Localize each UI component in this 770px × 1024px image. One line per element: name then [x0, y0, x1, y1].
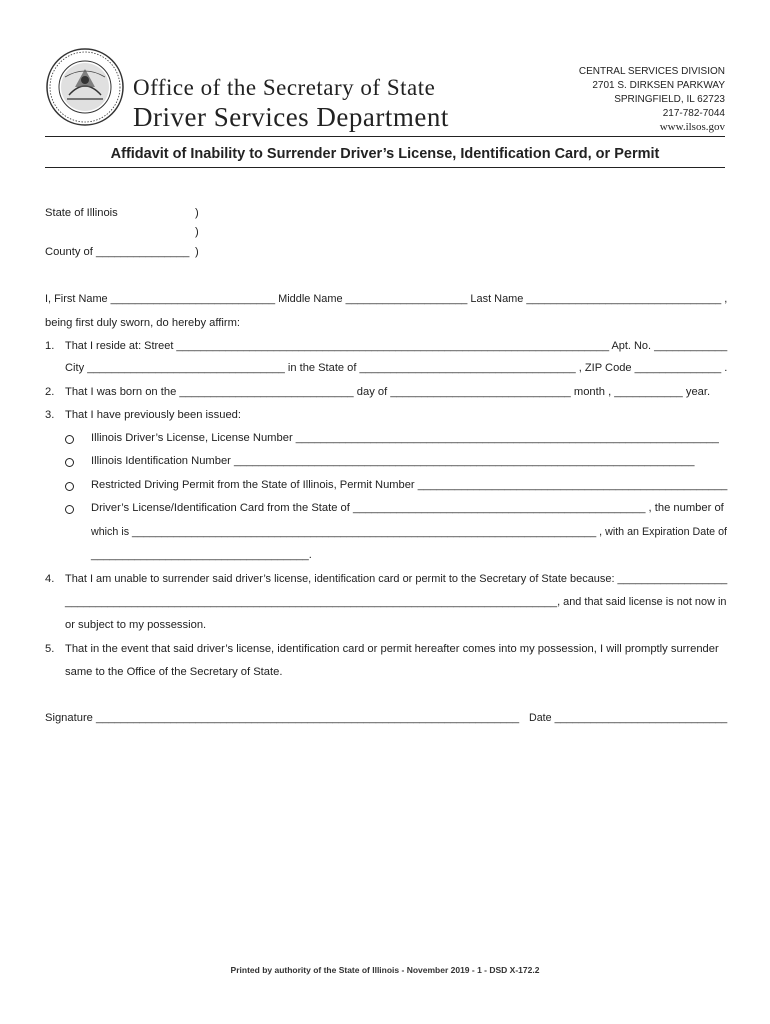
signature-field[interactable]: Signature ____________________________________________________________________: [45, 712, 520, 724]
reason-field-continued[interactable]: _________________________________________________________________________________, and that said license is not now in: [65, 596, 727, 608]
title-divider: [45, 167, 725, 168]
venue-paren: ): [195, 226, 199, 238]
expiration-date-field[interactable]: ___________________________________.: [91, 549, 312, 561]
header-divider: [45, 136, 725, 137]
street-field[interactable]: That I reside at: Street _______________________________________________________________________ Apt. No. ____________: [65, 340, 728, 352]
reason-field[interactable]: That I am unable to surrender said driver’s license, identification card or permit to the Secretary of State because: __________________: [65, 573, 728, 585]
option-checkbox-icon[interactable]: [65, 505, 74, 514]
item-number: 3.: [45, 409, 55, 421]
department-title: Driver Services Department: [133, 102, 449, 132]
license-number-expiration-field[interactable]: which is ______________________________________________________________________________ , with an Expiration Date of: [91, 526, 728, 538]
footer-text: Printed by authority of the State of Illinois - November 2019 - 1 - DSD X-172.2: [230, 965, 540, 975]
county-field[interactable]: County of _______________: [45, 246, 190, 258]
surrender-statement-continued: same to the Office of the Secretary of State.: [65, 666, 283, 678]
option-checkbox-icon[interactable]: [65, 435, 74, 444]
option-il-identification[interactable]: Illinois Identification Number __________________________________________________________________________: [91, 455, 695, 467]
state-label: State of Illinois: [45, 207, 118, 219]
form-title: Affidavit of Inability to Surrender Driver’s License, Identification Card, or Permit: [110, 146, 660, 162]
option-other-state-license[interactable]: Driver’s License/Identification Card from the State of _______________________________________________ , the number of: [91, 502, 724, 514]
surrender-statement: That in the event that said driver’s license, identification card or permit hereafter comes into my possession, I will promptly surrender: [65, 643, 719, 655]
division-name: CENTRAL SERVICES DIVISION: [578, 66, 725, 77]
venue-paren: ): [195, 246, 199, 258]
office-title: Office of the Secretary of State: [133, 75, 436, 100]
item-number: 2.: [45, 386, 55, 398]
option-restricted-permit[interactable]: Restricted Driving Permit from the State of Illinois, Permit Number __________________________________________________: [91, 479, 728, 491]
state-seal-icon: [45, 47, 125, 127]
option-checkbox-icon[interactable]: [65, 482, 74, 491]
item-number: 1.: [45, 340, 55, 352]
possession-text: or subject to my possession.: [65, 619, 207, 631]
date-field[interactable]: Date _____________________________: [529, 712, 728, 724]
venue-paren: ): [195, 207, 199, 219]
item-number: 5.: [45, 643, 55, 655]
sworn-statement: being first duly sworn, do hereby affirm:: [45, 317, 241, 329]
item-number: 4.: [45, 573, 55, 585]
phone-number: 217-782-7044: [662, 108, 725, 119]
birth-date-field[interactable]: That I was born on the ____________________________ day of _____________________________ month , ___________ year.: [65, 386, 711, 398]
city-state-zip-field[interactable]: City ________________________________ in the State of ___________________________________ , ZIP Code ______________ .: [65, 362, 728, 374]
option-il-drivers-license[interactable]: Illinois Driver’s License, License Number ____________________________________________________________________: [91, 432, 719, 444]
option-checkbox-icon[interactable]: [65, 458, 74, 467]
address-street: 2701 S. DIRKSEN PARKWAY: [592, 80, 725, 91]
name-fields[interactable]: I, First Name ___________________________ Middle Name ____________________ Last Name ________________________________ ,: [45, 293, 728, 305]
issued-intro: That I have previously been issued:: [65, 409, 241, 421]
website-link[interactable]: www.ilsos.gov: [659, 121, 725, 133]
address-city-state: SPRINGFIELD, IL 62723: [614, 94, 725, 105]
